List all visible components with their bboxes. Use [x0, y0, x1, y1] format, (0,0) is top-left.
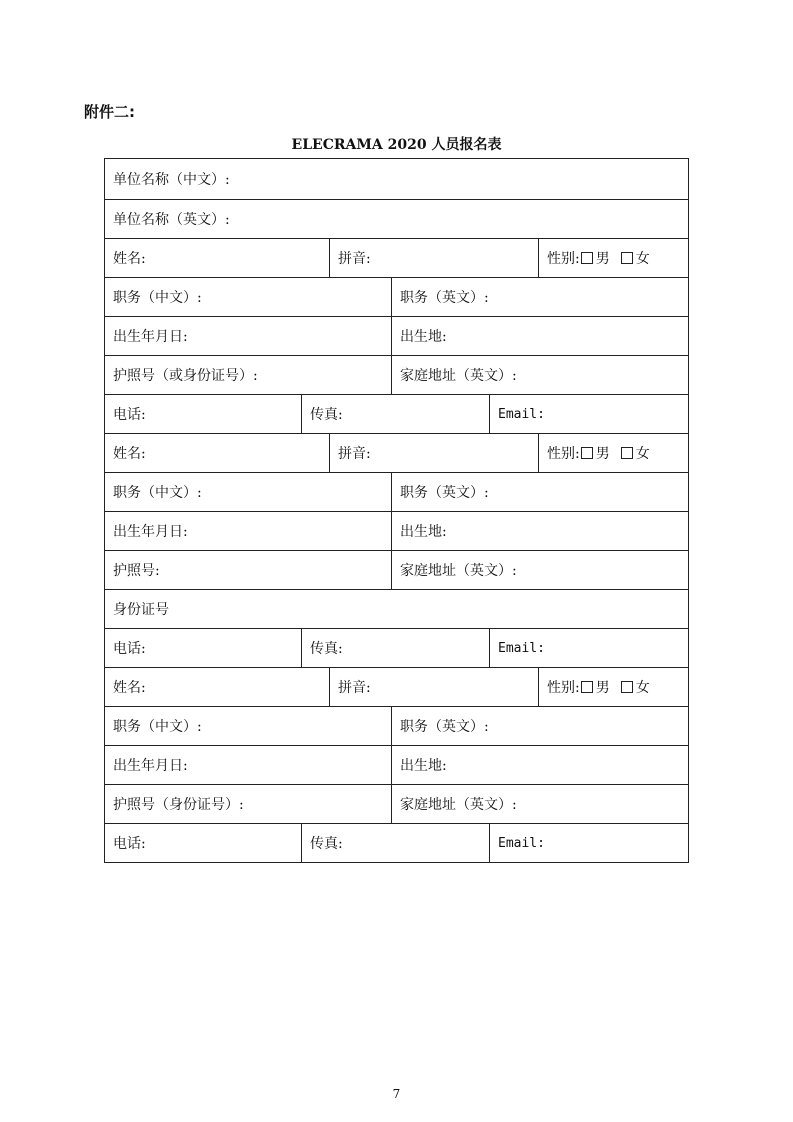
person-2-pinyin-field[interactable] [329, 434, 538, 472]
person-2-birthplace-field[interactable] [391, 512, 688, 550]
female-label: 女 [635, 680, 650, 696]
person-2-email-field[interactable] [489, 629, 688, 667]
person-3-birth-row [105, 745, 688, 784]
name-label: 姓名: [113, 680, 146, 696]
gender-label: 性别: [547, 680, 580, 696]
person-3-contact-row [105, 823, 688, 862]
title-cn-label: 职务（中文）: [113, 290, 202, 306]
birthdate-label: 出生年月日: [113, 329, 188, 345]
person-2-contact-row [105, 628, 688, 667]
passport-label: 护照号（或身份证号）: [113, 368, 258, 384]
person-1-title-en-field[interactable] [391, 278, 688, 316]
person-1-name-field[interactable] [105, 239, 329, 277]
person-2-id-field[interactable] [105, 590, 688, 628]
person-1-birthplace-field[interactable] [391, 317, 688, 355]
male-checkbox[interactable] [581, 447, 593, 459]
fax-label: 传真: [310, 836, 343, 852]
person-1-gender-field [538, 239, 688, 277]
person-3-phone-field[interactable] [105, 824, 301, 862]
person-3-title-row [105, 706, 688, 745]
fax-label: 传真: [310, 407, 343, 423]
person-3-title-en-field[interactable] [391, 707, 688, 745]
passport-label: 护照号: [113, 563, 160, 579]
male-label: 男 [595, 680, 610, 696]
person-2-fax-field[interactable] [301, 629, 489, 667]
person-2-gender-field [538, 434, 688, 472]
attachment-label: 附件二: [84, 103, 135, 121]
person-3-fax-field[interactable] [301, 824, 489, 862]
person-1-birthdate-field[interactable] [105, 317, 391, 355]
person-3-birthdate-field[interactable] [105, 746, 391, 784]
person-3-name-row [105, 667, 688, 706]
phone-label: 电话: [113, 407, 146, 423]
title-en-label: 职务（英文）: [400, 290, 489, 306]
person-2-birth-row [105, 511, 688, 550]
person-1-address-field[interactable] [391, 356, 688, 394]
female-checkbox[interactable] [621, 447, 633, 459]
person-1-title-cn-field[interactable] [105, 278, 391, 316]
page-number: 7 [392, 1087, 401, 1101]
birthdate-label: 出生年月日: [113, 524, 188, 540]
male-checkbox[interactable] [581, 252, 593, 264]
person-3-name-field[interactable] [105, 668, 329, 706]
address-label: 家庭地址（英文）: [400, 368, 517, 384]
email-label: Email: [498, 640, 545, 656]
person-2-name-row [105, 433, 688, 472]
registration-form [104, 158, 689, 863]
phone-label: 电话: [113, 641, 146, 657]
male-checkbox[interactable] [581, 681, 593, 693]
title-en-label: 职务（英文）: [400, 485, 489, 501]
company-name-en-row [105, 199, 688, 238]
female-checkbox[interactable] [621, 252, 633, 264]
person-2-title-en-field[interactable] [391, 473, 688, 511]
person-1-name-row [105, 238, 688, 277]
person-2-birthdate-field[interactable] [105, 512, 391, 550]
pinyin-label: 拼音: [338, 446, 371, 462]
male-label: 男 [595, 251, 610, 267]
company-name-cn-field[interactable] [105, 159, 688, 199]
email-label: Email: [498, 835, 545, 851]
person-2-id-row [105, 589, 688, 628]
male-label: 男 [595, 446, 610, 462]
person-1-title-row [105, 277, 688, 316]
person-3-birthplace-field[interactable] [391, 746, 688, 784]
person-2-title-row [105, 472, 688, 511]
person-3-pinyin-field[interactable] [329, 668, 538, 706]
gender-label: 性别: [547, 251, 580, 267]
person-2-phone-field[interactable] [105, 629, 301, 667]
person-2-passport-row [105, 550, 688, 589]
person-1-birth-row [105, 316, 688, 355]
person-1-email-field[interactable] [489, 395, 688, 433]
person-3-passport-row [105, 784, 688, 823]
person-2-address-field[interactable] [391, 551, 688, 589]
passport-label: 护照号（身份证号）: [113, 797, 244, 813]
person-2-name-field[interactable] [105, 434, 329, 472]
address-label: 家庭地址（英文）: [400, 797, 517, 813]
person-1-fax-field[interactable] [301, 395, 489, 433]
fax-label: 传真: [310, 641, 343, 657]
person-1-pinyin-field[interactable] [329, 239, 538, 277]
person-3-email-field[interactable] [489, 824, 688, 862]
title-cn-label: 职务（中文）: [113, 485, 202, 501]
female-label: 女 [635, 446, 650, 462]
person-3-title-cn-field[interactable] [105, 707, 391, 745]
birthplace-label: 出生地: [400, 524, 447, 540]
name-label: 姓名: [113, 251, 146, 267]
form-title: ELECRAMA 2020 人员报名表 [291, 137, 502, 153]
person-1-phone-field[interactable] [105, 395, 301, 433]
person-1-passport-row [105, 355, 688, 394]
address-label: 家庭地址（英文）: [400, 563, 517, 579]
person-3-address-field[interactable] [391, 785, 688, 823]
birthplace-label: 出生地: [400, 758, 447, 774]
title-en-label: 职务（英文）: [400, 719, 489, 735]
pinyin-label: 拼音: [338, 680, 371, 696]
company-name-cn-row [105, 159, 688, 199]
person-2-passport-field[interactable] [105, 551, 391, 589]
company-name-cn-label: 单位名称（中文）: [113, 172, 230, 188]
birthdate-label: 出生年月日: [113, 758, 188, 774]
gender-label: 性别: [547, 446, 580, 462]
email-label: Email: [498, 406, 545, 422]
female-label: 女 [635, 251, 650, 267]
birthplace-label: 出生地: [400, 329, 447, 345]
female-checkbox[interactable] [621, 681, 633, 693]
person-3-gender-field [538, 668, 688, 706]
phone-label: 电话: [113, 836, 146, 852]
pinyin-label: 拼音: [338, 251, 371, 267]
person-1-contact-row [105, 394, 688, 433]
person-3-passport-field[interactable] [105, 785, 391, 823]
company-name-en-label: 单位名称（英文）: [113, 212, 230, 228]
company-name-en-field[interactable] [105, 200, 688, 238]
title-cn-label: 职务（中文）: [113, 719, 202, 735]
name-label: 姓名: [113, 446, 146, 462]
id-label: 身份证号 [113, 602, 169, 618]
person-2-title-cn-field[interactable] [105, 473, 391, 511]
person-1-passport-field[interactable] [105, 356, 391, 394]
